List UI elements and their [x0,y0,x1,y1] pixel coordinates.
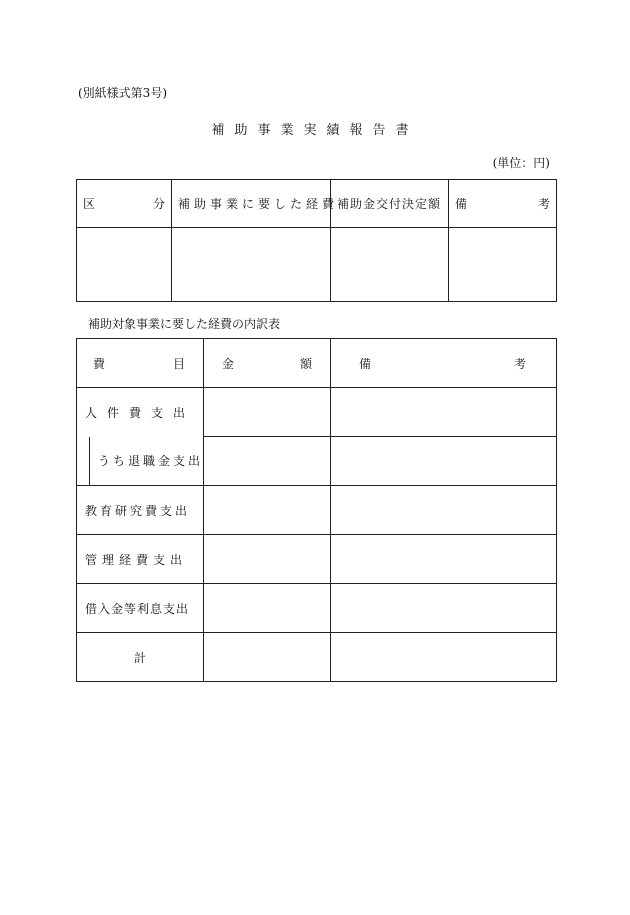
remarks-retirement[interactable] [331,437,557,486]
label-management: 管理経費支出 [77,535,204,584]
unit-label: (単位：円) [492,156,550,170]
amount-interest[interactable] [204,584,331,633]
label-education: 教育研究費支出 [77,486,204,535]
breakdown-table [76,338,557,682]
header-category [77,180,172,228]
remarks-interest[interactable] [331,584,557,633]
header-remarks-left: 備 [455,197,468,211]
summary-header-row [77,180,557,228]
header-item: 費 目 [77,339,204,388]
amount-personnel[interactable] [204,388,331,437]
remarks-personnel[interactable] [331,388,557,437]
breakdown-header-row [77,339,557,388]
header-category-left: 区 [83,197,96,211]
label-interest: 借入金等利息支出 [77,584,204,633]
row-retirement [77,437,557,486]
row-total [77,633,557,682]
breakdown-title: 補助対象事業に要した経費の内訳表 [88,317,281,331]
remarks-education[interactable] [331,486,557,535]
document-title: 補助事業実績報告書 [211,123,419,138]
expenses-cell[interactable] [172,228,331,302]
header-remarks-right: 考 [537,197,550,211]
amount-education[interactable] [204,486,331,535]
row-interest [77,584,557,633]
summary-input-row [77,228,557,302]
remarks-cell[interactable] [449,228,557,302]
category-cell[interactable] [77,228,172,302]
amount-total[interactable] [204,633,331,682]
header-expenses: 補助事業に要した経費 [172,180,331,228]
header-remarks [449,180,557,228]
form-number: (別紙様式第3号) [78,86,167,100]
header-remarks: 備 考 [331,339,557,388]
label-personnel: 人件費支出 [77,388,204,437]
label-total: 計 [77,633,204,682]
header-amount: 金 額 [204,339,331,388]
report-summary-table [76,179,557,302]
header-grant-amount: 補助金交付決定額 [331,180,449,228]
remarks-management[interactable] [331,535,557,584]
label-retirement: うち退職金支出 [77,437,204,486]
amount-management[interactable] [204,535,331,584]
row-management [77,535,557,584]
row-personnel [77,388,557,437]
grant-amount-cell[interactable] [331,228,449,302]
row-education [77,486,557,535]
header-category-right: 分 [152,197,165,211]
remarks-total[interactable] [331,633,557,682]
amount-retirement[interactable] [204,437,331,486]
